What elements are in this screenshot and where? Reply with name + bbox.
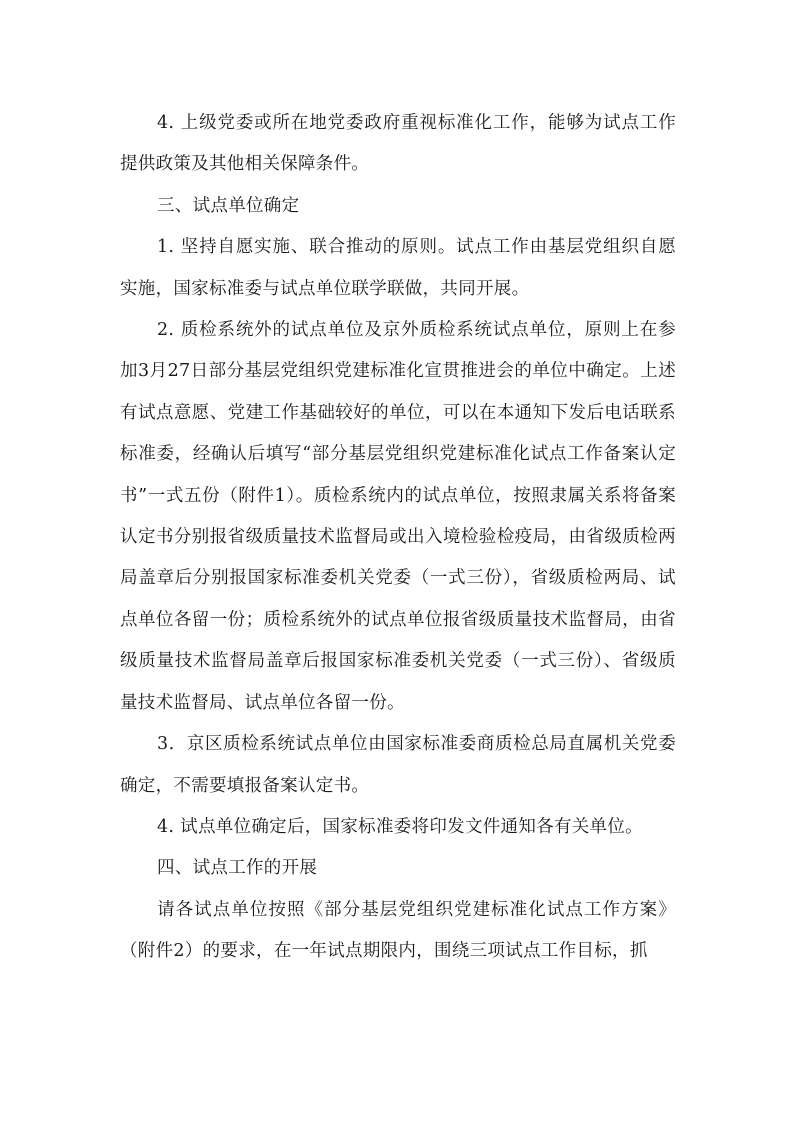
section-heading-pilot-work: 四、试点工作的开展 (157, 858, 318, 879)
paragraph-condition-4: 4. 上级党委或所在地党委政府重视标准化工作，能够为试点工作提供政策及其他相关保障条件。 (120, 113, 676, 175)
section-heading-pilot-unit-determination: 三、试点单位确定 (157, 195, 300, 216)
paragraph-determination-4: 4. 试点单位确定后，国家标准委将印发文件通知各有关单位。 (157, 816, 643, 837)
paragraph-pilot-work-intro: 请各试点单位按照《部分基层党组织党建标准化试点工作方案》（附件2）的要求，在一年试点期限内，围绕三项试点工作目标，抓 (120, 899, 676, 962)
paragraph-determination-2: 2. 质检系统外的试点单位及京外质检系统试点单位，原则上在参加3月27日部分基层党组织党建标准化宣贯推进会的单位中确定。上述有试点意愿、党建工作基础较好的单位，可以在本通知下发后电话联系标准委，经确认后填写“部分基层党组织党建标准化试点工作备案认定书”一式五份（附件1）。质检系统内的试点单位，按照隶属关系将备案认定书分别报省级质量技术监督局或出入境检验检疫局，由省级质检两局盖章后分别报国家标准委机关党委（一式三份），省级质检两局、试点单位各留一份；质检系统外的试点单位报省级质量技术监督局，由省级质量技术监督局盖章后报国家标准委机关党委（一式三份）、省级质量技术监督局、试点单位各留一份。 (120, 320, 676, 713)
paragraph-determination-3: 3．京区质检系统试点单位由国家标准委商质检总局直属机关党委确定，不需要填报备案认定书。 (120, 734, 676, 796)
paragraph-determination-1: 1. 坚持自愿实施、联合推动的原则。试点工作由基层党组织自愿实施，国家标准委与试点单位联学联做，共同开展。 (120, 237, 676, 299)
document-body (120, 103, 676, 973)
